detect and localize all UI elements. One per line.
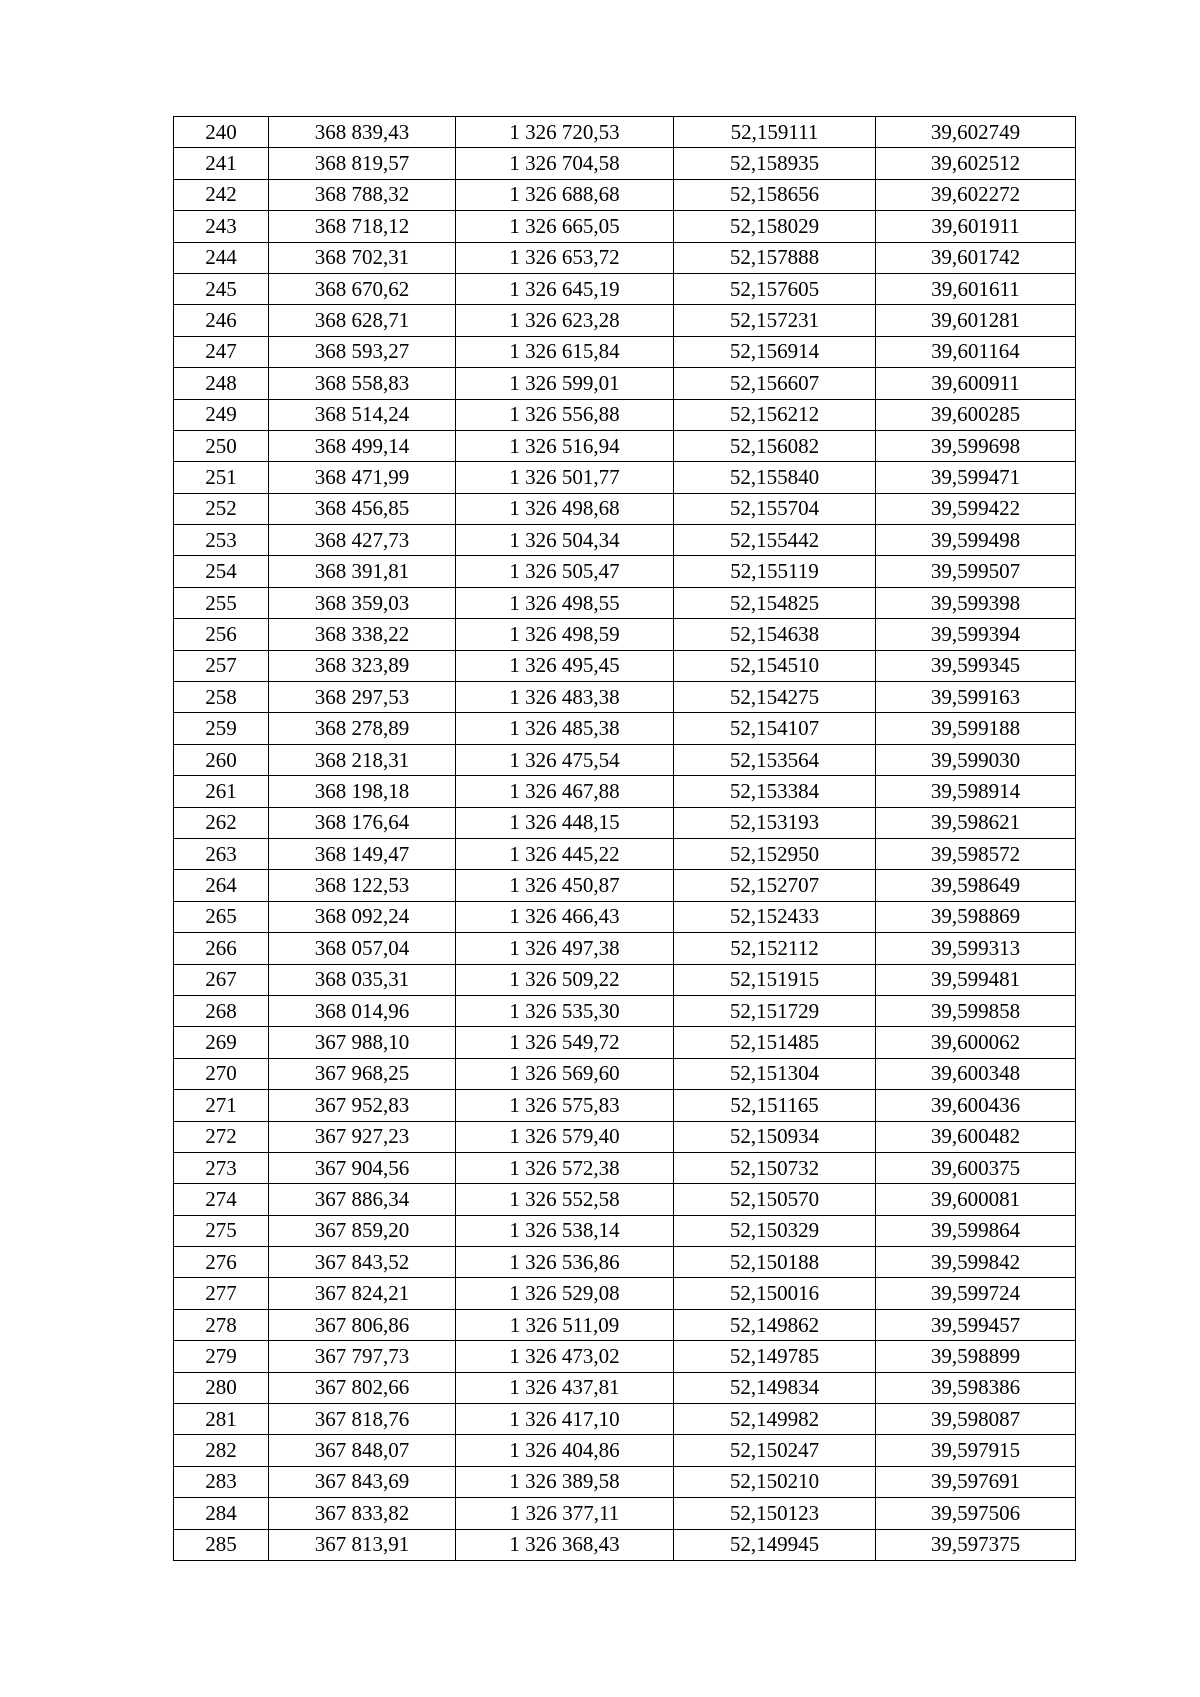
- latitude-cell: 52,152707: [674, 870, 876, 901]
- latitude-cell: 52,157231: [674, 305, 876, 336]
- latitude-cell: 52,149982: [674, 1404, 876, 1435]
- latitude-cell: 52,155704: [674, 493, 876, 524]
- latitude-cell: 52,151485: [674, 1027, 876, 1058]
- x-coordinate-cell: 368 670,62: [269, 273, 456, 304]
- table-row: [174, 273, 1076, 304]
- point-number-cell: 269: [174, 1027, 269, 1058]
- x-coordinate-cell: 368 323,89: [269, 650, 456, 681]
- latitude-cell: 52,158029: [674, 211, 876, 242]
- table-row: [174, 838, 1076, 869]
- longitude-cell: 39,600375: [876, 1152, 1076, 1183]
- latitude-cell: 52,150123: [674, 1498, 876, 1529]
- longitude-cell: 39,598386: [876, 1372, 1076, 1403]
- table-row: [174, 1466, 1076, 1497]
- longitude-cell: 39,599507: [876, 556, 1076, 587]
- table-row: [174, 713, 1076, 744]
- y-coordinate-cell: 1 326 485,38: [456, 713, 674, 744]
- latitude-cell: 52,152112: [674, 933, 876, 964]
- point-number-cell: 265: [174, 901, 269, 932]
- table-row: [174, 1278, 1076, 1309]
- x-coordinate-cell: 368 035,31: [269, 964, 456, 995]
- latitude-cell: 52,155442: [674, 525, 876, 556]
- latitude-cell: 52,151729: [674, 995, 876, 1026]
- latitude-cell: 52,149945: [674, 1529, 876, 1560]
- table-row: [174, 1435, 1076, 1466]
- y-coordinate-cell: 1 326 720,53: [456, 117, 674, 148]
- y-coordinate-cell: 1 326 497,38: [456, 933, 674, 964]
- longitude-cell: 39,599858: [876, 995, 1076, 1026]
- latitude-cell: 52,150188: [674, 1247, 876, 1278]
- longitude-cell: 39,599188: [876, 713, 1076, 744]
- y-coordinate-cell: 1 326 572,38: [456, 1152, 674, 1183]
- point-number-cell: 274: [174, 1184, 269, 1215]
- latitude-cell: 52,156082: [674, 430, 876, 461]
- table-row: [174, 1152, 1076, 1183]
- x-coordinate-cell: 367 843,52: [269, 1247, 456, 1278]
- point-number-cell: 281: [174, 1404, 269, 1435]
- x-coordinate-cell: 368 297,53: [269, 682, 456, 713]
- point-number-cell: 285: [174, 1529, 269, 1560]
- point-number-cell: 241: [174, 148, 269, 179]
- longitude-cell: 39,600062: [876, 1027, 1076, 1058]
- x-coordinate-cell: 368 839,43: [269, 117, 456, 148]
- table-row: [174, 242, 1076, 273]
- y-coordinate-cell: 1 326 450,87: [456, 870, 674, 901]
- y-coordinate-cell: 1 326 579,40: [456, 1121, 674, 1152]
- longitude-cell: 39,597375: [876, 1529, 1076, 1560]
- table-row: [174, 1027, 1076, 1058]
- coordinates-table: [173, 116, 1076, 1561]
- x-coordinate-cell: 368 338,22: [269, 619, 456, 650]
- table-row: [174, 807, 1076, 838]
- latitude-cell: 52,150732: [674, 1152, 876, 1183]
- latitude-cell: 52,154107: [674, 713, 876, 744]
- point-number-cell: 275: [174, 1215, 269, 1246]
- y-coordinate-cell: 1 326 467,88: [456, 776, 674, 807]
- x-coordinate-cell: 367 806,86: [269, 1309, 456, 1340]
- y-coordinate-cell: 1 326 556,88: [456, 399, 674, 430]
- longitude-cell: 39,599163: [876, 682, 1076, 713]
- point-number-cell: 266: [174, 933, 269, 964]
- point-number-cell: 283: [174, 1466, 269, 1497]
- point-number-cell: 284: [174, 1498, 269, 1529]
- point-number-cell: 255: [174, 587, 269, 618]
- table-row: [174, 587, 1076, 618]
- table-row: [174, 1247, 1076, 1278]
- point-number-cell: 270: [174, 1058, 269, 1089]
- latitude-cell: 52,158656: [674, 179, 876, 210]
- x-coordinate-cell: 368 471,99: [269, 462, 456, 493]
- point-number-cell: 264: [174, 870, 269, 901]
- x-coordinate-cell: 367 818,76: [269, 1404, 456, 1435]
- y-coordinate-cell: 1 326 498,55: [456, 587, 674, 618]
- x-coordinate-cell: 368 218,31: [269, 744, 456, 775]
- x-coordinate-cell: 368 427,73: [269, 525, 456, 556]
- latitude-cell: 52,154510: [674, 650, 876, 681]
- longitude-cell: 39,599398: [876, 587, 1076, 618]
- point-number-cell: 263: [174, 838, 269, 869]
- table-row: [174, 1404, 1076, 1435]
- y-coordinate-cell: 1 326 665,05: [456, 211, 674, 242]
- x-coordinate-cell: 368 176,64: [269, 807, 456, 838]
- latitude-cell: 52,150329: [674, 1215, 876, 1246]
- point-number-cell: 253: [174, 525, 269, 556]
- point-number-cell: 279: [174, 1341, 269, 1372]
- table-row: [174, 1372, 1076, 1403]
- x-coordinate-cell: 368 558,83: [269, 368, 456, 399]
- point-number-cell: 260: [174, 744, 269, 775]
- latitude-cell: 52,157605: [674, 273, 876, 304]
- table-row: [174, 933, 1076, 964]
- y-coordinate-cell: 1 326 575,83: [456, 1090, 674, 1121]
- table-row: [174, 1498, 1076, 1529]
- x-coordinate-cell: 367 927,23: [269, 1121, 456, 1152]
- longitude-cell: 39,600348: [876, 1058, 1076, 1089]
- x-coordinate-cell: 367 886,34: [269, 1184, 456, 1215]
- y-coordinate-cell: 1 326 569,60: [456, 1058, 674, 1089]
- table-row: [174, 525, 1076, 556]
- y-coordinate-cell: 1 326 417,10: [456, 1404, 674, 1435]
- latitude-cell: 52,149862: [674, 1309, 876, 1340]
- longitude-cell: 39,599471: [876, 462, 1076, 493]
- latitude-cell: 52,150247: [674, 1435, 876, 1466]
- x-coordinate-cell: 368 278,89: [269, 713, 456, 744]
- x-coordinate-cell: 368 628,71: [269, 305, 456, 336]
- y-coordinate-cell: 1 326 473,02: [456, 1341, 674, 1372]
- longitude-cell: 39,599842: [876, 1247, 1076, 1278]
- y-coordinate-cell: 1 326 498,59: [456, 619, 674, 650]
- latitude-cell: 52,149834: [674, 1372, 876, 1403]
- longitude-cell: 39,599422: [876, 493, 1076, 524]
- point-number-cell: 246: [174, 305, 269, 336]
- y-coordinate-cell: 1 326 653,72: [456, 242, 674, 273]
- latitude-cell: 52,150570: [674, 1184, 876, 1215]
- table-row: [174, 1184, 1076, 1215]
- longitude-cell: 39,600436: [876, 1090, 1076, 1121]
- longitude-cell: 39,602512: [876, 148, 1076, 179]
- y-coordinate-cell: 1 326 536,86: [456, 1247, 674, 1278]
- longitude-cell: 39,600482: [876, 1121, 1076, 1152]
- latitude-cell: 52,157888: [674, 242, 876, 273]
- table-row: [174, 556, 1076, 587]
- point-number-cell: 271: [174, 1090, 269, 1121]
- table-row: [174, 1121, 1076, 1152]
- point-number-cell: 258: [174, 682, 269, 713]
- table-row: [174, 430, 1076, 461]
- longitude-cell: 39,597915: [876, 1435, 1076, 1466]
- x-coordinate-cell: 368 702,31: [269, 242, 456, 273]
- table-row: [174, 179, 1076, 210]
- longitude-cell: 39,599698: [876, 430, 1076, 461]
- point-number-cell: 267: [174, 964, 269, 995]
- latitude-cell: 52,156914: [674, 336, 876, 367]
- x-coordinate-cell: 367 802,66: [269, 1372, 456, 1403]
- y-coordinate-cell: 1 326 552,58: [456, 1184, 674, 1215]
- latitude-cell: 52,159111: [674, 117, 876, 148]
- longitude-cell: 39,601911: [876, 211, 1076, 242]
- x-coordinate-cell: 368 092,24: [269, 901, 456, 932]
- longitude-cell: 39,599457: [876, 1309, 1076, 1340]
- point-number-cell: 243: [174, 211, 269, 242]
- table-row: [174, 619, 1076, 650]
- longitude-cell: 39,601281: [876, 305, 1076, 336]
- latitude-cell: 52,153564: [674, 744, 876, 775]
- y-coordinate-cell: 1 326 377,11: [456, 1498, 674, 1529]
- longitude-cell: 39,599498: [876, 525, 1076, 556]
- x-coordinate-cell: 368 057,04: [269, 933, 456, 964]
- y-coordinate-cell: 1 326 501,77: [456, 462, 674, 493]
- table-row: [174, 305, 1076, 336]
- x-coordinate-cell: 368 718,12: [269, 211, 456, 242]
- longitude-cell: 39,599313: [876, 933, 1076, 964]
- latitude-cell: 52,152433: [674, 901, 876, 932]
- point-number-cell: 248: [174, 368, 269, 399]
- y-coordinate-cell: 1 326 538,14: [456, 1215, 674, 1246]
- point-number-cell: 250: [174, 430, 269, 461]
- y-coordinate-cell: 1 326 498,68: [456, 493, 674, 524]
- point-number-cell: 254: [174, 556, 269, 587]
- x-coordinate-cell: 368 198,18: [269, 776, 456, 807]
- x-coordinate-cell: 367 833,82: [269, 1498, 456, 1529]
- x-coordinate-cell: 367 843,69: [269, 1466, 456, 1497]
- y-coordinate-cell: 1 326 505,47: [456, 556, 674, 587]
- longitude-cell: 39,602749: [876, 117, 1076, 148]
- table-row: [174, 744, 1076, 775]
- table-row: [174, 995, 1076, 1026]
- y-coordinate-cell: 1 326 688,68: [456, 179, 674, 210]
- point-number-cell: 251: [174, 462, 269, 493]
- latitude-cell: 52,151915: [674, 964, 876, 995]
- table-row: [174, 117, 1076, 148]
- longitude-cell: 39,598649: [876, 870, 1076, 901]
- latitude-cell: 52,150934: [674, 1121, 876, 1152]
- table-row: [174, 336, 1076, 367]
- y-coordinate-cell: 1 326 368,43: [456, 1529, 674, 1560]
- y-coordinate-cell: 1 326 445,22: [456, 838, 674, 869]
- point-number-cell: 268: [174, 995, 269, 1026]
- x-coordinate-cell: 367 968,25: [269, 1058, 456, 1089]
- latitude-cell: 52,155119: [674, 556, 876, 587]
- point-number-cell: 272: [174, 1121, 269, 1152]
- latitude-cell: 52,150016: [674, 1278, 876, 1309]
- y-coordinate-cell: 1 326 529,08: [456, 1278, 674, 1309]
- table-row: [174, 1058, 1076, 1089]
- x-coordinate-cell: 368 819,57: [269, 148, 456, 179]
- x-coordinate-cell: 368 514,24: [269, 399, 456, 430]
- point-number-cell: 261: [174, 776, 269, 807]
- y-coordinate-cell: 1 326 448,15: [456, 807, 674, 838]
- point-number-cell: 256: [174, 619, 269, 650]
- point-number-cell: 276: [174, 1247, 269, 1278]
- longitude-cell: 39,601611: [876, 273, 1076, 304]
- y-coordinate-cell: 1 326 404,86: [456, 1435, 674, 1466]
- latitude-cell: 52,156607: [674, 368, 876, 399]
- x-coordinate-cell: 367 859,20: [269, 1215, 456, 1246]
- table-row: [174, 211, 1076, 242]
- table-row: [174, 148, 1076, 179]
- x-coordinate-cell: 367 813,91: [269, 1529, 456, 1560]
- longitude-cell: 39,599394: [876, 619, 1076, 650]
- x-coordinate-cell: 367 952,83: [269, 1090, 456, 1121]
- table-row: [174, 776, 1076, 807]
- longitude-cell: 39,599030: [876, 744, 1076, 775]
- y-coordinate-cell: 1 326 623,28: [456, 305, 674, 336]
- x-coordinate-cell: 367 824,21: [269, 1278, 456, 1309]
- latitude-cell: 52,152950: [674, 838, 876, 869]
- longitude-cell: 39,598087: [876, 1404, 1076, 1435]
- table-row: [174, 1090, 1076, 1121]
- longitude-cell: 39,601164: [876, 336, 1076, 367]
- longitude-cell: 39,602272: [876, 179, 1076, 210]
- longitude-cell: 39,597506: [876, 1498, 1076, 1529]
- latitude-cell: 52,150210: [674, 1466, 876, 1497]
- latitude-cell: 52,151304: [674, 1058, 876, 1089]
- table-row: [174, 682, 1076, 713]
- y-coordinate-cell: 1 326 509,22: [456, 964, 674, 995]
- y-coordinate-cell: 1 326 704,58: [456, 148, 674, 179]
- longitude-cell: 39,600081: [876, 1184, 1076, 1215]
- y-coordinate-cell: 1 326 466,43: [456, 901, 674, 932]
- y-coordinate-cell: 1 326 495,45: [456, 650, 674, 681]
- y-coordinate-cell: 1 326 535,30: [456, 995, 674, 1026]
- point-number-cell: 252: [174, 493, 269, 524]
- table-row: [174, 399, 1076, 430]
- point-number-cell: 277: [174, 1278, 269, 1309]
- latitude-cell: 52,158935: [674, 148, 876, 179]
- x-coordinate-cell: 368 014,96: [269, 995, 456, 1026]
- point-number-cell: 244: [174, 242, 269, 273]
- latitude-cell: 52,153193: [674, 807, 876, 838]
- table-row: [174, 1215, 1076, 1246]
- latitude-cell: 52,149785: [674, 1341, 876, 1372]
- point-number-cell: 245: [174, 273, 269, 304]
- x-coordinate-cell: 367 988,10: [269, 1027, 456, 1058]
- latitude-cell: 52,154275: [674, 682, 876, 713]
- longitude-cell: 39,598572: [876, 838, 1076, 869]
- y-coordinate-cell: 1 326 549,72: [456, 1027, 674, 1058]
- point-number-cell: 262: [174, 807, 269, 838]
- latitude-cell: 52,155840: [674, 462, 876, 493]
- point-number-cell: 240: [174, 117, 269, 148]
- latitude-cell: 52,156212: [674, 399, 876, 430]
- table-row: [174, 870, 1076, 901]
- x-coordinate-cell: 368 391,81: [269, 556, 456, 587]
- x-coordinate-cell: 368 499,14: [269, 430, 456, 461]
- point-number-cell: 257: [174, 650, 269, 681]
- longitude-cell: 39,597691: [876, 1466, 1076, 1497]
- longitude-cell: 39,598621: [876, 807, 1076, 838]
- y-coordinate-cell: 1 326 483,38: [456, 682, 674, 713]
- longitude-cell: 39,599481: [876, 964, 1076, 995]
- longitude-cell: 39,599864: [876, 1215, 1076, 1246]
- y-coordinate-cell: 1 326 437,81: [456, 1372, 674, 1403]
- longitude-cell: 39,598869: [876, 901, 1076, 932]
- table-row: [174, 368, 1076, 399]
- y-coordinate-cell: 1 326 511,09: [456, 1309, 674, 1340]
- longitude-cell: 39,600911: [876, 368, 1076, 399]
- point-number-cell: 273: [174, 1152, 269, 1183]
- latitude-cell: 52,154825: [674, 587, 876, 618]
- x-coordinate-cell: 368 456,85: [269, 493, 456, 524]
- longitude-cell: 39,600285: [876, 399, 1076, 430]
- point-number-cell: 282: [174, 1435, 269, 1466]
- longitude-cell: 39,601742: [876, 242, 1076, 273]
- table-row: [174, 650, 1076, 681]
- y-coordinate-cell: 1 326 645,19: [456, 273, 674, 304]
- point-number-cell: 280: [174, 1372, 269, 1403]
- x-coordinate-cell: 367 848,07: [269, 1435, 456, 1466]
- x-coordinate-cell: 368 149,47: [269, 838, 456, 869]
- latitude-cell: 52,151165: [674, 1090, 876, 1121]
- longitude-cell: 39,598914: [876, 776, 1076, 807]
- x-coordinate-cell: 367 797,73: [269, 1341, 456, 1372]
- x-coordinate-cell: 368 593,27: [269, 336, 456, 367]
- longitude-cell: 39,598899: [876, 1341, 1076, 1372]
- table-row: [174, 462, 1076, 493]
- x-coordinate-cell: 368 788,32: [269, 179, 456, 210]
- y-coordinate-cell: 1 326 504,34: [456, 525, 674, 556]
- latitude-cell: 52,154638: [674, 619, 876, 650]
- coordinates-table-body: [174, 117, 1076, 1561]
- table-row: [174, 493, 1076, 524]
- latitude-cell: 52,153384: [674, 776, 876, 807]
- table-row: [174, 964, 1076, 995]
- point-number-cell: 259: [174, 713, 269, 744]
- x-coordinate-cell: 368 359,03: [269, 587, 456, 618]
- y-coordinate-cell: 1 326 389,58: [456, 1466, 674, 1497]
- point-number-cell: 247: [174, 336, 269, 367]
- table-row: [174, 901, 1076, 932]
- x-coordinate-cell: 368 122,53: [269, 870, 456, 901]
- longitude-cell: 39,599345: [876, 650, 1076, 681]
- x-coordinate-cell: 367 904,56: [269, 1152, 456, 1183]
- point-number-cell: 242: [174, 179, 269, 210]
- y-coordinate-cell: 1 326 615,84: [456, 336, 674, 367]
- point-number-cell: 278: [174, 1309, 269, 1340]
- y-coordinate-cell: 1 326 599,01: [456, 368, 674, 399]
- table-row: [174, 1309, 1076, 1340]
- table-row: [174, 1341, 1076, 1372]
- y-coordinate-cell: 1 326 475,54: [456, 744, 674, 775]
- point-number-cell: 249: [174, 399, 269, 430]
- y-coordinate-cell: 1 326 516,94: [456, 430, 674, 461]
- table-row: [174, 1529, 1076, 1560]
- longitude-cell: 39,599724: [876, 1278, 1076, 1309]
